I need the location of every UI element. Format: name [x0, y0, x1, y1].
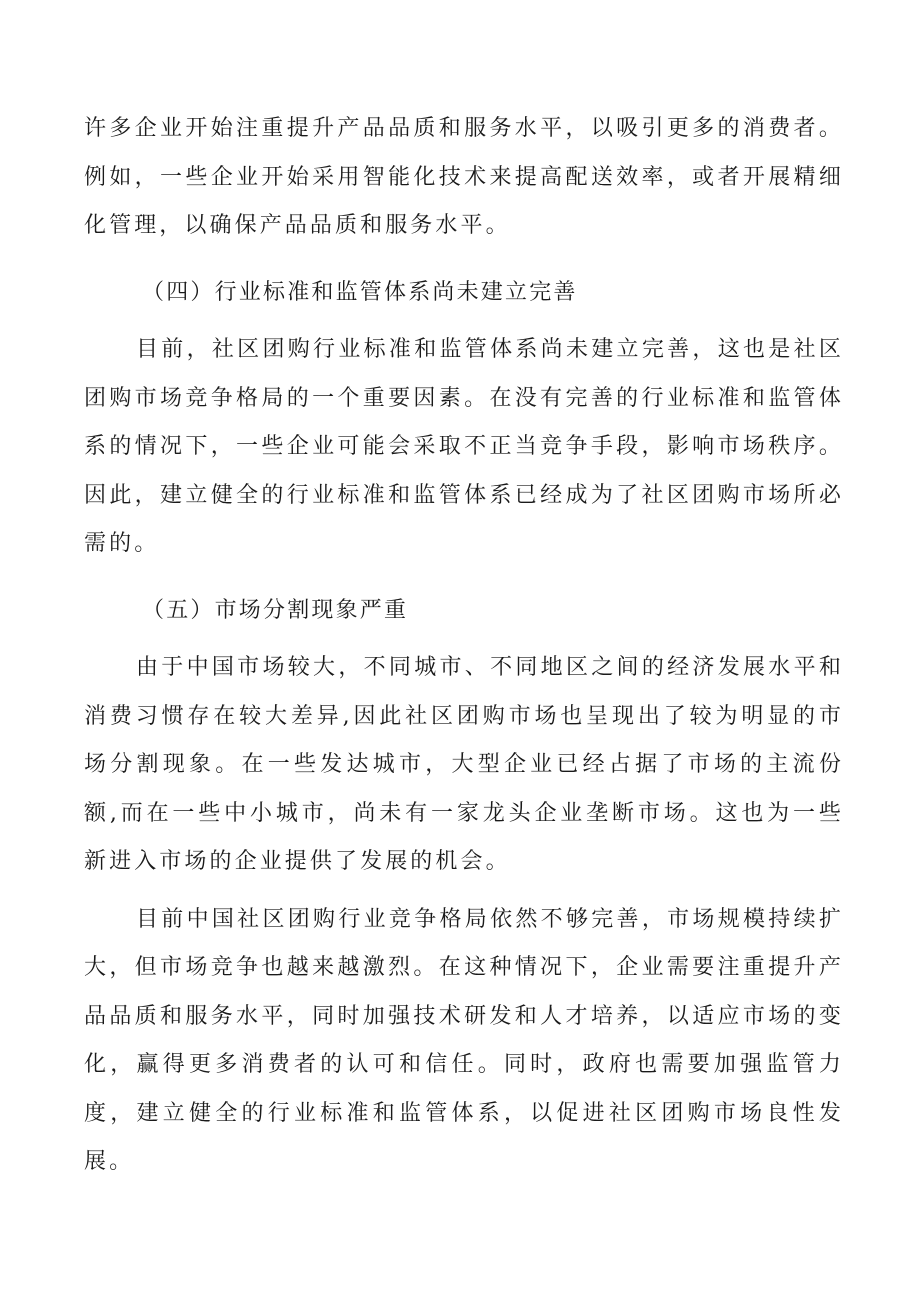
section-heading-4: （四）行业标准和监管体系尚未建立完善 [142, 279, 578, 305]
paragraph-market-segmentation: 由于中国市场较大，不同城市、不同地区之间的经济发展水平和消费习惯存在较大差异,因此社区团购市场也呈现出了较为明显的市场分割现象。在一些发达城市，大型企业已经占据了市场的主流份额,而在一些中小城市，尚未有一家龙头企业垄断市场。这也为一些新进入市场的企业提供了发展的机会。 [84, 655, 844, 874]
paragraph-quality-service: 许多企业开始注重提升产品品质和服务水平，以吸引更多的消费者。例如，一些企业开始采用智能化技术来提高配送效率，或者开展精细化管理，以确保产品品质和服务水平。 [84, 116, 844, 238]
paragraph-regulation: 目前，社区团购行业标准和监管体系尚未建立完善，这也是社区团购市场竞争格局的一个重要因素。在没有完善的行业标准和监管体系的情况下，一些企业可能会采取不正当竞争手段，影响市场秩序。因此，建立健全的行业标准和监管体系已经成为了社区团购市场所必需的。 [84, 337, 844, 556]
document-body [84, 105, 844, 1187]
paragraph-conclusion: 目前中国社区团购行业竞争格局依然不够完善，市场规模持续扩大，但市场竞争也越来越激烈。在这种情况下，企业需要注重提升产品品质和服务水平，同时加强技术研发和人才培养，以适应市场的变化，赢得更多消费者的认可和信任。同时，政府也需要加强监管力度，建立健全的行业标准和监管体系，以促进社区团购市场良性发展。 [84, 906, 844, 1174]
section-heading-5: （五）市场分割现象严重 [142, 597, 409, 623]
